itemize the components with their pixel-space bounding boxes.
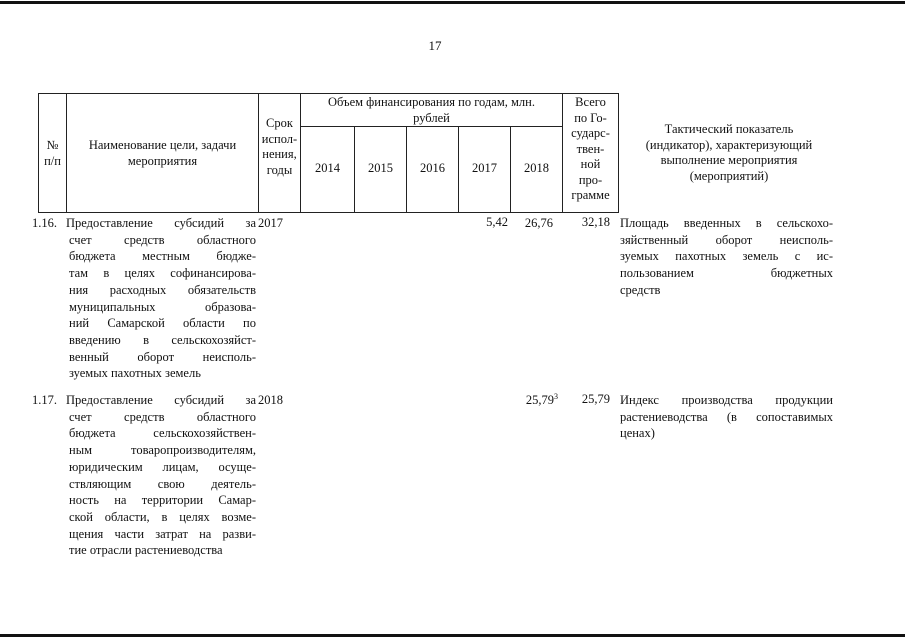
bottom-border — [0, 634, 905, 637]
header-year-2014: 2014 — [315, 161, 340, 175]
row-name-line: тие отрасли растениеводства — [69, 543, 223, 558]
row-indicator-line: Индекс производства продукции — [620, 393, 833, 407]
row-indicator-line: зуемых пахотных земель с ис- — [620, 249, 833, 264]
row-indicator-line: ценах) — [620, 426, 655, 441]
header-indicator-line: выполнение мероприятия — [660, 153, 798, 167]
header-term-line: нения, — [262, 147, 297, 161]
footnote-mark: 3 — [554, 392, 558, 401]
top-border — [0, 1, 905, 4]
row-name-line: ствляющим свою деятель- — [69, 476, 256, 491]
row-name — [66, 215, 256, 382]
row-indicator-line: растениеводства (в сопоставимых — [620, 409, 833, 424]
row-name-line: ным товаропроизводителям, — [69, 443, 256, 458]
row-total: 25,79 — [581, 392, 610, 406]
header-year-2018: 2018 — [524, 161, 549, 175]
row-name-line: венный оборот неисполь- — [69, 349, 256, 364]
header-indicator-line: (мероприятий) — [689, 168, 769, 183]
row-total: 32,18 — [581, 215, 610, 229]
header-funding-line: Объем финансирования по годам, млн. — [328, 95, 535, 109]
header-total-line: грамме — [571, 188, 610, 202]
row-name-line: там в целях софинансирова- — [69, 266, 256, 281]
row-indicator-line: зяйственный оборот неисполь- — [620, 232, 833, 247]
row-name-line: щения части затрат на разви- — [69, 526, 256, 541]
row-name-line: Предоставление субсидий за — [66, 216, 256, 230]
header-total — [563, 95, 618, 204]
row-term: 2018 — [258, 393, 283, 407]
row-name-line: бюджета сельскохозяйствен- — [69, 426, 256, 441]
row-term: 2017 — [258, 216, 283, 230]
row-value-2017: 5,42 — [486, 215, 508, 229]
header-total-line: сударс- — [571, 126, 610, 140]
grid-line — [38, 93, 619, 94]
header-total-line: Всего — [575, 95, 606, 109]
header-term — [259, 116, 300, 178]
header-no-line: п/п — [44, 153, 61, 168]
grid-line — [38, 212, 619, 213]
row-indicator-line: пользованием бюджетных — [620, 266, 833, 281]
row-name — [66, 392, 256, 559]
row-number: 1.16. — [32, 216, 57, 230]
row-number: 1.17. — [32, 393, 57, 407]
row-name-line: юридическим лицам, осуще- — [69, 459, 256, 474]
header-funding — [301, 95, 562, 126]
row-indicator-line: Площадь введенных в сельскохо- — [620, 216, 833, 230]
row-indicator — [620, 215, 833, 299]
header-funding-line: рублей — [413, 110, 450, 125]
header-indicator-line: (индикатор), характеризующий — [645, 137, 813, 152]
header-no-line: № — [46, 138, 59, 152]
row-name-line: ний Самарской области по — [69, 316, 256, 331]
header-term-line: испол- — [261, 131, 298, 146]
header-name-line: мероприятия — [127, 153, 198, 168]
header-total-line: по Го- — [574, 110, 607, 125]
row-indicator-line: средств — [620, 282, 661, 297]
header-name-line: Наименование цели, задачи — [88, 138, 237, 152]
header-indicator-line: Тактический показатель — [664, 122, 794, 136]
row-indicator — [620, 392, 833, 442]
header-year-2016: 2016 — [420, 161, 445, 175]
row-name-line: муниципальных образова- — [69, 299, 256, 314]
header-indicator — [619, 122, 839, 184]
header-term-line: годы — [266, 162, 293, 177]
row-name-line: Предоставление субсидий за — [66, 393, 256, 407]
row-name-line: счет средств областного — [69, 232, 256, 247]
row-value-2018 — [500, 215, 553, 231]
row-value-2018-text: 26,76 — [524, 216, 553, 231]
header-total-line: ной — [580, 157, 601, 171]
row-name-line: ской области, в целях возме- — [69, 509, 256, 524]
header-no — [39, 138, 66, 169]
header-name — [67, 138, 258, 169]
row-name-line: зуемых пахотных земель — [69, 366, 201, 381]
header-total-line: твен- — [576, 141, 605, 156]
header-total-line: про- — [578, 172, 603, 187]
header-year-2017: 2017 — [472, 161, 497, 175]
header-term-line: Срок — [266, 116, 293, 130]
row-name-line: введению в сельскохозяйст- — [69, 332, 256, 347]
grid-line — [300, 126, 562, 127]
row-name-line: ность на территории Самар- — [69, 493, 256, 508]
header-year-2015: 2015 — [368, 161, 393, 175]
row-name-line: счет средств областного — [69, 409, 256, 424]
row-name-line: ния расходных обязательств — [69, 282, 256, 297]
row-value-2018 — [500, 392, 558, 408]
row-name-line: бюджета местным бюдже- — [69, 249, 256, 264]
row-value-2018-text: 25,79 — [525, 393, 554, 408]
page-number: 17 — [428, 38, 442, 53]
